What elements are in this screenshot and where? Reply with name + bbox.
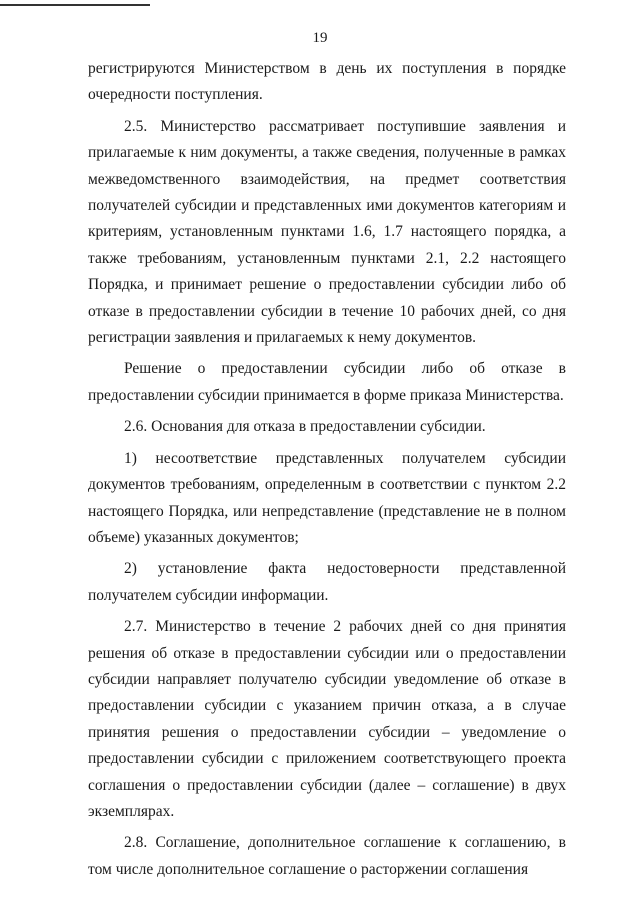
document-body bbox=[88, 56, 566, 888]
paragraph-2-8: 2.8. Соглашение, дополнительное соглашение к соглашению, в том числе дополнительное соглашение о расторжении соглашения bbox=[88, 834, 566, 878]
page-number: 19 bbox=[312, 30, 328, 46]
scan-corner-mark bbox=[0, 4, 150, 6]
paragraph-2-6-item-2: 2) установление факта недостоверности представленной получателем субсидии информации. bbox=[88, 560, 566, 604]
paragraph-2-6: 2.6. Основания для отказа в предоставлении субсидии. bbox=[124, 418, 486, 436]
paragraph-continuation: регистрируются Министерством в день их поступления в порядке очередности поступления. bbox=[88, 60, 566, 104]
paragraph-decision: Решение о предоставлении субсидии либо об отказе в предоставлении субсидии принимается в форме приказа Министерства. bbox=[88, 360, 566, 404]
paragraph-2-5: 2.5. Министерство рассматривает поступившие заявления и прилагаемые к ним документы, а также сведения, полученные в рамках межведомственного взаимодействия, на предмет соответствия получателей субсидии и представленных ими документов категориям и критериям, установленным пунктами 1.6, 1.7 настоящего порядка, а также требованиям, установленным пунктами 2.1, 2.2 настоящего Порядка, и принимает решение о предоставлении субсидии либо об отказе в предоставлении субсидии в течение 10 рабочих дней, со дня регистрации заявления и прилагаемых к нему документов. bbox=[88, 117, 566, 347]
paragraph-2-6-item-1: 1) несоответствие представленных получателем субсидии документов требованиям, определенным в соответствии с пунктом 2.2 настоящего Порядка, или непредставление (представление не в полном объеме) указанных документов; bbox=[88, 449, 566, 546]
paragraph-2-7: 2.7. Министерство в течение 2 рабочих дней со дня принятия решения об отказе в предоставлении субсидии или о предоставлении субсидии направляет получателю субсидии уведомление об отказе в предоставлении субсидии с указанием причин отказа, а в случае принятия решения о предоставлении субсидии – уведомление о предоставлении субсидии с приложением соответствующего проекта соглашения о предоставлении субсидии (далее – соглашение) в двух экземплярах. bbox=[88, 618, 566, 820]
